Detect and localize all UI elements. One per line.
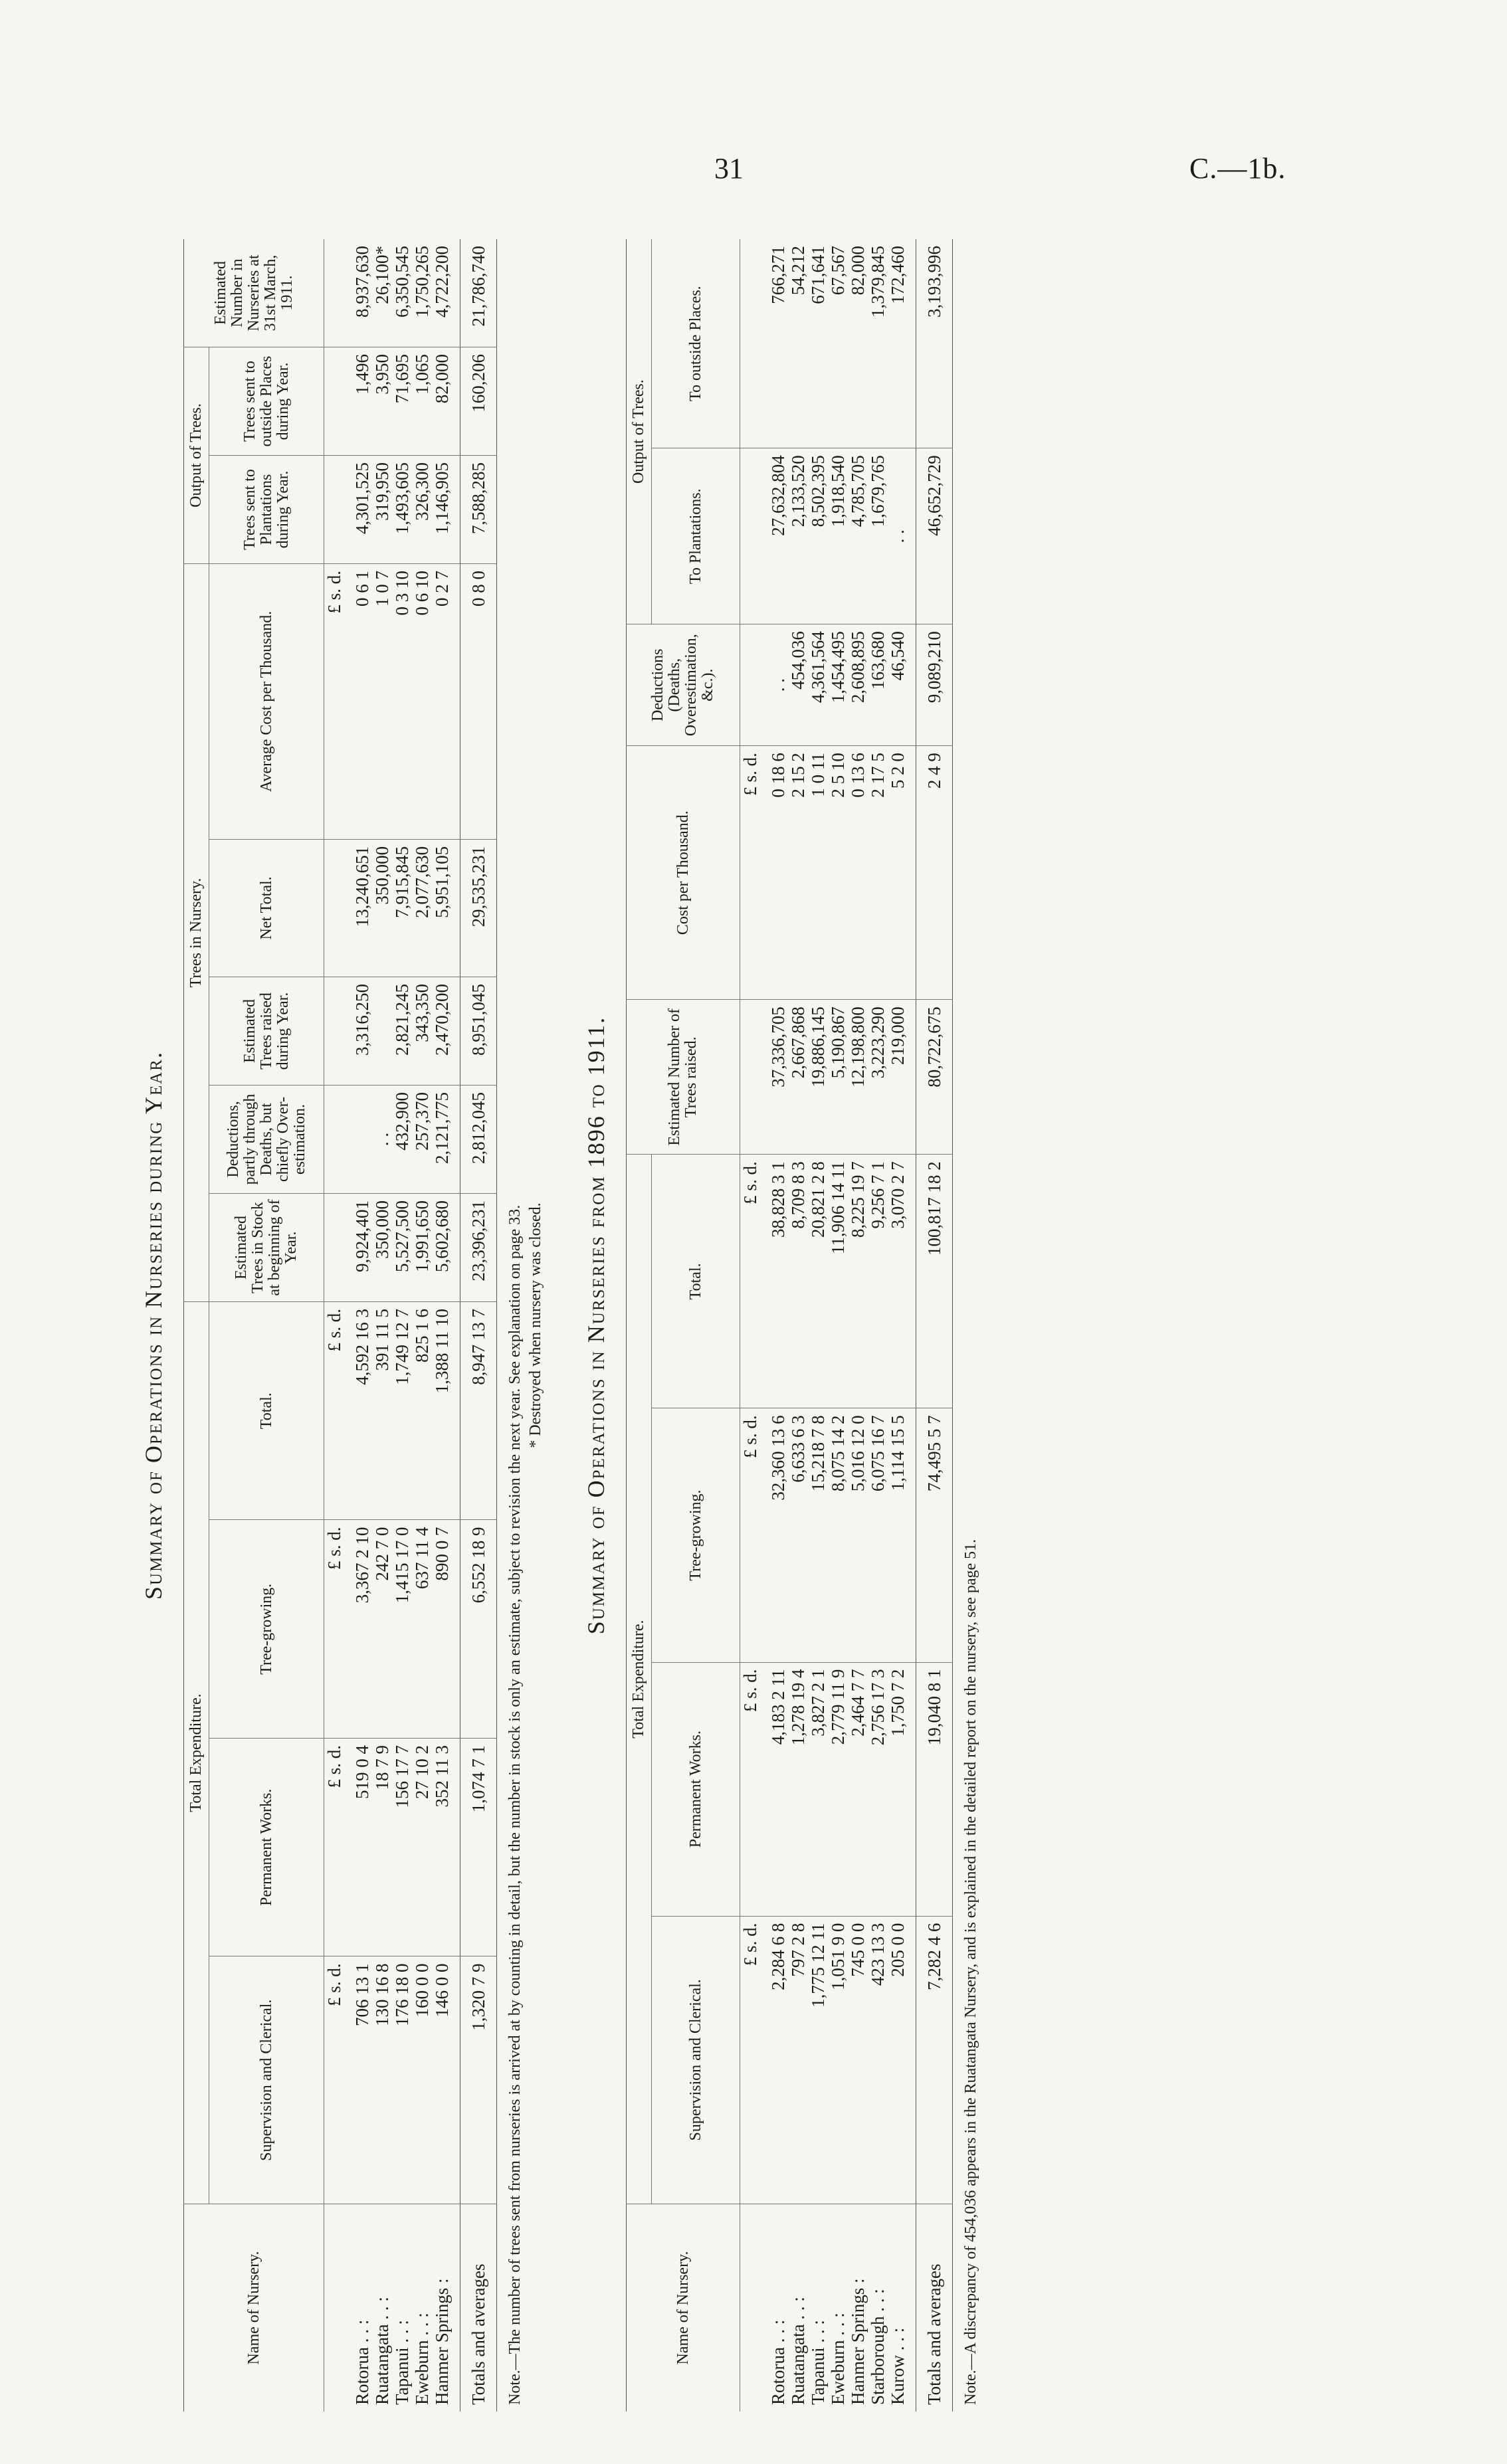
t1-header-estimated-number: Estimated Number in Nurseries at 31st March, 1911.: [184, 239, 324, 347]
table-row: Eweburn . . : 1,051 9 0 2,779 11 9 8,075 14 2 11,906 14 11 5,190,867 2 5 10 1,454,495 1,918,540 67,567: [828, 239, 848, 2412]
table-row: Ruatangata . . : 797 2 8 1,278 19 4 6,633 6 3 8,709 8 3 2,667,868 2 15 2 454,036 2,133,520 54,212: [788, 239, 808, 2412]
page-number: 31: [714, 152, 744, 185]
table-row: Kurow . . : 205 0 0 1,750 7 2 1,114 15 5 3,070 2 7 219,000 5 2 0 46,540 . . 172,460: [888, 239, 916, 2412]
t1-header-sent-plantations: Trees sent to Plantations during Year.: [209, 456, 324, 564]
t2-group-total-expenditure: Total Expenditure.: [627, 1155, 652, 2204]
t1-group-total-expenditure: Total Expenditure.: [184, 1301, 209, 2204]
t2-header-name: Name of Nursery.: [627, 2204, 740, 2412]
t2-header-total: Total.: [652, 1155, 740, 1408]
t2-header-raised: Estimated Number of Trees raised.: [627, 1000, 740, 1155]
t1-header-stock: Estimated Trees in Stock at beginning of Year.: [209, 1193, 324, 1301]
t1-header-avg-cost: Average Cost per Thousand.: [209, 564, 324, 840]
table-row: Tapanui . . : 176 18 0 156 17 7 1,415 17 0 1,749 12 7 5,527,500 432,900 2,821,245 7,915,845 0 3 10 1,493,605 71,695 6,350,545: [392, 239, 412, 2412]
table2: [626, 239, 953, 2412]
t1-header-deductions: Deductions, partly through Deaths, but chiefly Over-estimation.: [209, 1085, 324, 1193]
totals-row: Totals and averages 7,282 4 6 19,040 8 1 74,495 5 7 100,817 18 2 80,722,675 2 4 9 9,089,210 46,652,729 3,193,996: [916, 239, 953, 2412]
totals-row: Totals and averages 1,320 7 9 1,074 7 1 6,552 18 9 8,947 13 7 23,396,231 2,812,045 8,951,045 29,535,231 0 8 0 7,588,285 160,206 21,786,740: [460, 239, 497, 2412]
t1-header-net-total: Net Total.: [209, 839, 324, 977]
t2-header-to-outside: To outside Places.: [652, 239, 740, 448]
rotated-content: [140, 239, 1336, 2412]
table-row: Starborough . . : 423 13 3 2,756 17 3 6,075 16 7 9,256 7 1 3,223,290 2 17 5 163,680 1,679,765 1,379,845: [868, 239, 888, 2412]
t1-money-units: £ s. d.: [324, 1301, 345, 1520]
t2-money-units: £ s. d.: [740, 746, 761, 1000]
t2-money-units: £ s. d.: [740, 1408, 761, 1662]
t1-group-output-of-trees: Output of Trees.: [184, 347, 209, 564]
table-row: Rotorua . . : 706 13 1 519 0 4 3,367 2 10 4,592 16 3 9,924,401 3,316,250 13,240,651 0 6 1 4,301,525 1,496 8,937,630: [344, 239, 372, 2412]
t2-money-units: £ s. d.: [740, 1916, 761, 2204]
t2-money-units: £ s. d.: [740, 1662, 761, 1916]
t1-header-raised: Estimated Trees raised during Year.: [209, 977, 324, 1085]
table-row: Tapanui . . : 1,775 12 11 3,827 2 1 15,218 7 8 20,821 2 8 19,886,145 1 0 11 4,361,564 8,502,395 671,641: [808, 239, 828, 2412]
t2-header-to-plantations: To Plantations.: [652, 448, 740, 624]
table2-note: Note.—A discrepancy of 454,036 appears in the Ruatangata Nursery, and is explained in the detailed report on the nursery, see page 51.: [962, 1539, 979, 2405]
t1-header-tree-growing: Tree-growing.: [209, 1520, 324, 1739]
t2-header-permanent: Permanent Works.: [652, 1662, 740, 1916]
t1-money-units: £ s. d.: [324, 1956, 345, 2204]
t1-header-sent-outside: Trees sent to outside Places during Year.: [209, 347, 324, 456]
table-row: Hanmer Springs : 745 0 0 2,464 7 7 5,016 12 0 8,225 19 7 12,198,800 0 13 6 2,608,895 4,785,705 82,000: [848, 239, 868, 2412]
table-row: Hanmer Springs : 146 0 0 352 11 3 890 0 7 1,388 11 10 5,602,680 2,121,775 2,470,200 5,951,105 0 2 7 1,146,905 82,000 4,722,200: [432, 239, 460, 2412]
table2-title: Summary of Operations in Nurseries from 1896 to 1911.: [583, 1016, 609, 1635]
t1-money-units: £ s. d.: [324, 1520, 345, 1739]
table-row: Rotorua . . : 2,284 6 8 4,183 2 11 32,360 13 6 38,828 3 1 37,336,705 0 18 6 . . 27,632,804 766,271: [760, 239, 788, 2412]
t1-header-total: Total.: [209, 1301, 324, 1520]
table1-footnote: * Destroyed when nursery was closed.: [527, 1202, 544, 1448]
t1-header-supervision: Supervision and Clerical.: [209, 1956, 324, 2204]
t1-group-trees-in-nursery: Trees in Nursery.: [184, 564, 209, 1302]
table1: [183, 239, 497, 2412]
t2-header-deductions: Deductions (Deaths, Overestimation, &c.).: [627, 624, 740, 746]
table1-note: Note.—The number of trees sent from nurseries is arrived at by counting in detail, but the number in stock is only an estimate, subject to revision the next year. See explanation on page 33.: [506, 1204, 524, 2405]
t1-header-permanent: Permanent Works.: [209, 1738, 324, 1956]
t1-header-name: Name of Nursery.: [184, 2204, 324, 2412]
t1-money-units: £ s. d.: [324, 564, 345, 840]
t2-group-output-of-trees: Output of Trees.: [627, 239, 652, 624]
t2-header-tree-growing: Tree-growing.: [652, 1408, 740, 1662]
table-row: Ruatangata . . : 130 16 8 18 7 9 242 7 0 391 11 5 350,000 . . 350,000 1 0 7 319,950 3,950 26,100*: [372, 239, 392, 2412]
t2-money-units: £ s. d.: [740, 1155, 761, 1408]
table1-title: Summary of Operations in Nurseries during Year.: [140, 1051, 167, 1600]
t2-header-cost: Cost per Thousand.: [627, 746, 740, 1000]
table-row: Eweburn . . : 160 0 0 27 10 2 637 11 4 825 1 6 1,991,650 257,370 343,350 2,077,630 0 6 10 326,300 1,065 1,750,265: [412, 239, 432, 2412]
t2-header-supervision: Supervision and Clerical.: [652, 1916, 740, 2204]
t1-money-units: £ s. d.: [324, 1738, 345, 1956]
document-reference: C.—1b.: [1189, 152, 1286, 185]
